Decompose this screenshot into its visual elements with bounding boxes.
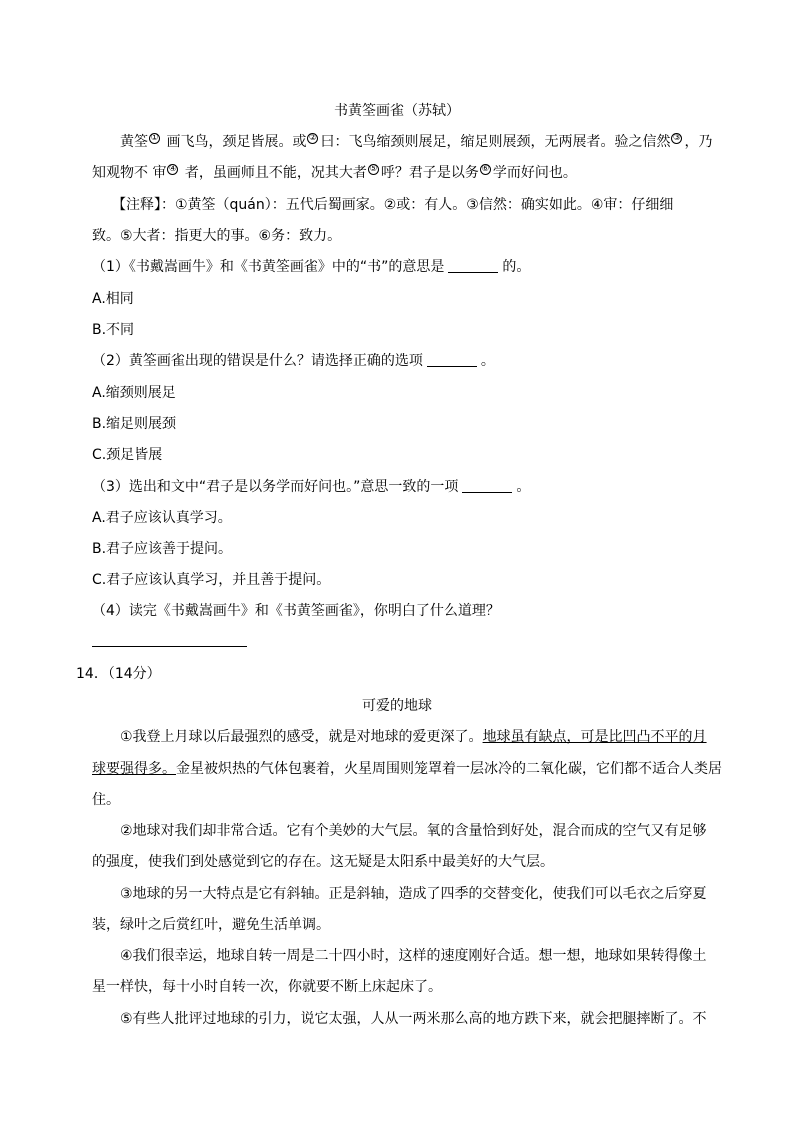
article-title: 可爱的地球 (362, 698, 432, 714)
poem-text: 呼？君子是以务 (380, 165, 479, 181)
question-2 (92, 351, 495, 371)
question-3-text: （3）选出和文中“君子是以务学而好问也。”意思一致的一项 (92, 479, 459, 495)
question-1-option-a: A.相同 (92, 291, 134, 307)
poem-text: 画飞鸟，颈足皆展。或 (162, 134, 307, 150)
article-text: 金星被炽热的气体包裹着，火星周围则笼罩着一层冰冷的二氧化碳，它们都不适合人类居 (176, 761, 722, 777)
poem-line-2 (92, 163, 577, 183)
answer-blank-3[interactable] (462, 478, 512, 493)
question-3-option-c: C.君子应该认真学习，并且善于提问。 (92, 572, 331, 588)
article-text: ①我登上月球以后最强烈的感受，就是对地球的爱更深了。 (120, 729, 483, 745)
question-1-text: （1）《书戴嵩画牛》和《书黄筌画雀》中的“书”的意思是 (92, 259, 445, 275)
poem-notes-line-2: 致。⑤大者：指更大的事。⑥务：致力。 (92, 228, 342, 244)
answer-blank-1[interactable] (448, 258, 498, 273)
poem-text: 黄筌 (120, 134, 148, 150)
poem-notes-line-1: 【注释】：①黄筌（quán）：五代后蜀画家。②或：有人。③信然：确实如此。④审：仔细细 (112, 197, 674, 213)
question-3-option-b: B.君子应该善于提问。 (92, 541, 233, 557)
article-p1-line-2 (92, 759, 722, 779)
question-1-tail: 的。 (502, 259, 531, 275)
poem-text: 学而好问也。 (492, 165, 577, 181)
poem-text: ，乃 (684, 134, 713, 150)
footnote-mark-5: ⑤ (369, 164, 378, 174)
article-p4-line-1: ④我们很幸运，地球自转一周是二十四小时，这样的速度刚好合适。想一想，地球如果转得像土 (120, 948, 707, 964)
underlined-sentence: 地球虽有缺点，可是比凹凸不平的月 (482, 729, 707, 745)
question-2-text: （2）黄筌画雀出现的错误是什么？请选择正确的选项 (92, 353, 423, 369)
footnote-mark-1: ① (150, 133, 159, 143)
poem-text: 曰：飞鸟缩颈则展足，缩足则展颈，无两展者。验之信然 (320, 134, 671, 150)
footnote-mark-4: ④ (168, 164, 177, 174)
underlined-sentence: 球要强得多。 (92, 761, 176, 777)
article-p2-line-1: ②地球对我们却非常合适。它有个美妙的大气层。氧的含量恰到好处，混合而成的空气又有足够 (120, 823, 707, 839)
question-2-tail: 。 (480, 353, 495, 369)
poem-text: 知观物不 审 (92, 165, 167, 181)
article-p3-line-1: ③地球的另一大特点是它有斜轴。正是斜轴，造成了四季的交替变化，使我们可以毛衣之后穿夏 (120, 886, 707, 902)
article-p4-line-2: 星一样快，每十小时自转一次，你就要不断上床起床了。 (92, 979, 442, 995)
question-4: （4）读完《书戴嵩画牛》和《书黄筌画雀》，你明白了什么道理？ (92, 603, 500, 619)
poem-text: 者，虽画师且不能，况其大者 (180, 165, 367, 181)
question-3 (92, 477, 530, 497)
article-p2-line-2: 的强度，使我们到处感觉到它的存在。这无疑是太阳系中最美好的大气层。 (92, 854, 554, 870)
footnote-mark-6: ⑥ (481, 164, 490, 174)
footnote-mark-3: ③ (672, 133, 681, 143)
article-p5-line-1: ⑤有些人批评过地球的引力，说它太强，人从一两米那么高的地方跌下来，就会把腿摔断了。不 (120, 1011, 707, 1027)
footnote-mark-2: ② (308, 133, 317, 143)
question-1 (92, 257, 530, 277)
article-p3-line-2: 装，绿叶之后赏红叶，避免生活单调。 (92, 917, 330, 933)
question-3-option-a: A.君子应该认真学习。 (92, 510, 232, 526)
question-2-option-c: C.颈足皆展 (92, 447, 163, 463)
poem-title: 书黄筌画雀（苏轼） (334, 103, 460, 119)
answer-blank-2[interactable] (427, 352, 477, 367)
question-1-option-b: B.不同 (92, 322, 135, 338)
answer-line-4[interactable] (92, 646, 247, 647)
question-2-option-a: A.缩颈则展足 (92, 385, 176, 401)
poem-line-1 (120, 132, 712, 152)
question-2-option-b: B.缩足则展颈 (92, 416, 177, 432)
question-number-14: 14．（14分） (76, 666, 161, 682)
article-p1-line-1 (120, 727, 707, 747)
article-p1-line-3: 住。 (92, 792, 120, 808)
question-3-tail: 。 (516, 479, 531, 495)
